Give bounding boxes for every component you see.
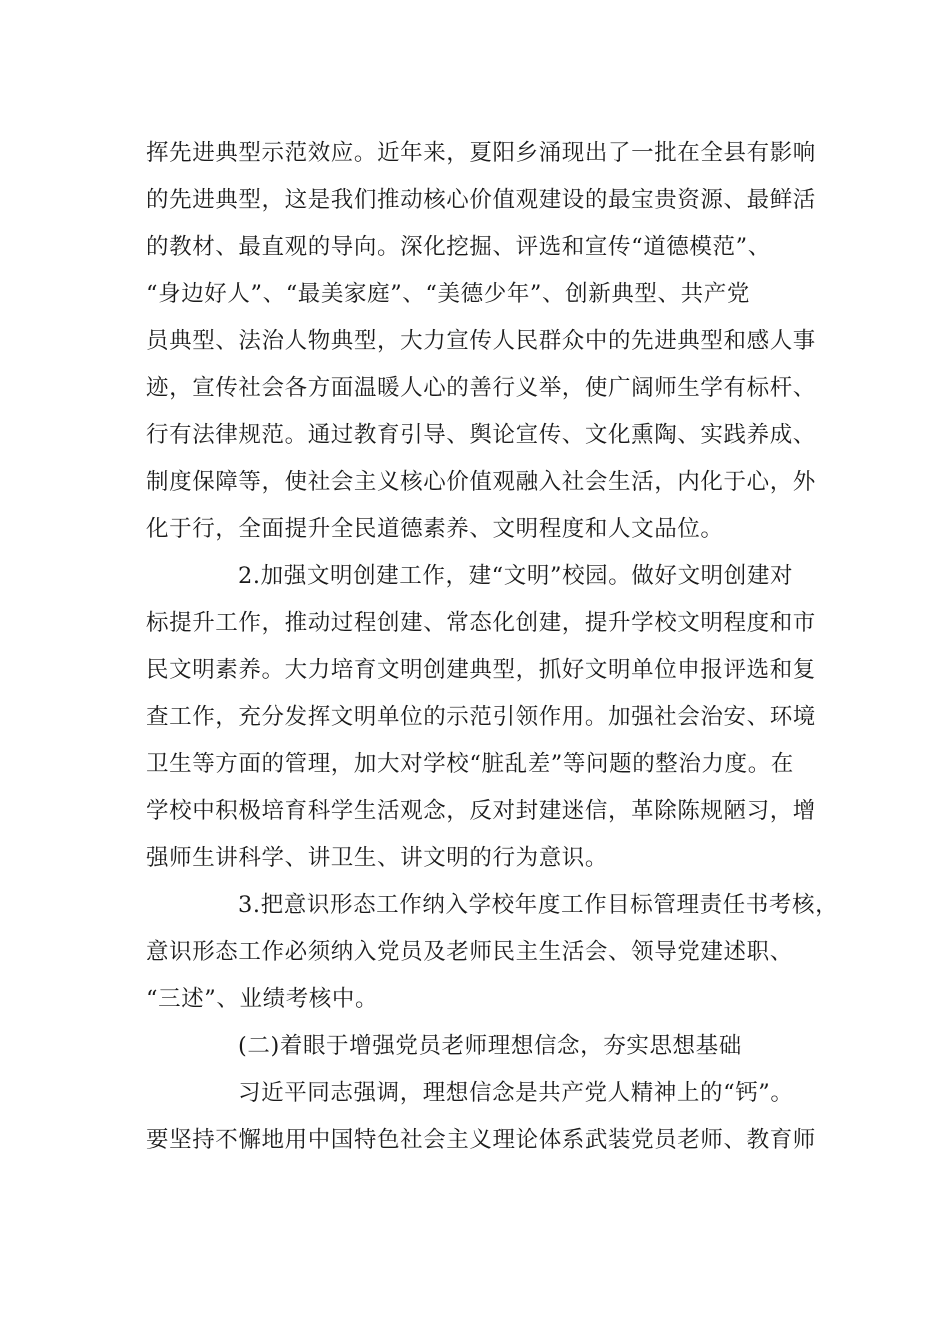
text-line: 要坚持不懈地用中国特色社会主义理论体系武装党员老师、教育师	[146, 1127, 816, 1153]
text-line: 强师生讲科学、讲卫生、讲文明的行为意识。	[146, 845, 609, 871]
section-heading: (二)着眼于增强党员老师理想信念，夯实思想基础	[238, 1033, 742, 1059]
text-line: 查工作，充分发挥文明单位的示范引领作用。加强社会治安、环境	[146, 704, 816, 730]
text-line: 制度保障等，使社会主义核心价值观融入社会生活，内化于心，外	[146, 469, 816, 495]
text-line: “三述”、业绩考核中。	[146, 986, 379, 1012]
text-line: “身边好人”、“最美家庭”、“美德少年”、创新典型、共产党	[146, 281, 750, 307]
text-line: 迹，宣传社会各方面温暖人心的善行义举，使广阔师生学有标杆、	[146, 375, 816, 401]
paragraph-start-line: 3.把意识形态工作纳入学校年度工作目标管理责任书考核，	[238, 892, 839, 918]
paragraph-start-line: 2.加强文明创建工作，建“文明”校园。做好文明创建对	[238, 563, 794, 589]
text-line: 挥先进典型示范效应。近年来，夏阳乡涌现出了一批在全县有影响	[146, 140, 816, 166]
text-line: 员典型、法治人物典型，大力宣传人民群众中的先进典型和感人事	[146, 328, 816, 354]
text-line: 行有法律规范。通过教育引导、舆论宣传、文化熏陶、实践养成、	[146, 422, 816, 448]
text-line: 卫生等方面的管理，加大对学校“脏乱差”等问题的整治力度。在	[146, 751, 794, 777]
text-line: 标提升工作，推动过程创建、常态化创建，提升学校文明程度和市	[146, 610, 816, 636]
text-line: 化于行，全面提升全民道德素养、文明程度和人文品位。	[146, 516, 724, 542]
text-line: 意识形态工作必须纳入党员及老师民主生活会、领导党建述职、	[146, 939, 793, 965]
text-line: 的先进典型，这是我们推动核心价值观建设的最宝贵资源、最鲜活	[146, 187, 816, 213]
text-line: 的教材、最直观的导向。深化挖掘、评选和宣传“道德模范”、	[146, 234, 771, 260]
text-line: 学校中积极培育科学生活观念，反对封建迷信，革除陈规陋习，增	[146, 798, 816, 824]
paragraph-start-line: 习近平同志强调，理想信念是共产党人精神上的“钙”。	[238, 1080, 794, 1106]
text-line: 民文明素养。大力培育文明创建典型，抓好文明单位申报评选和复	[146, 657, 816, 683]
